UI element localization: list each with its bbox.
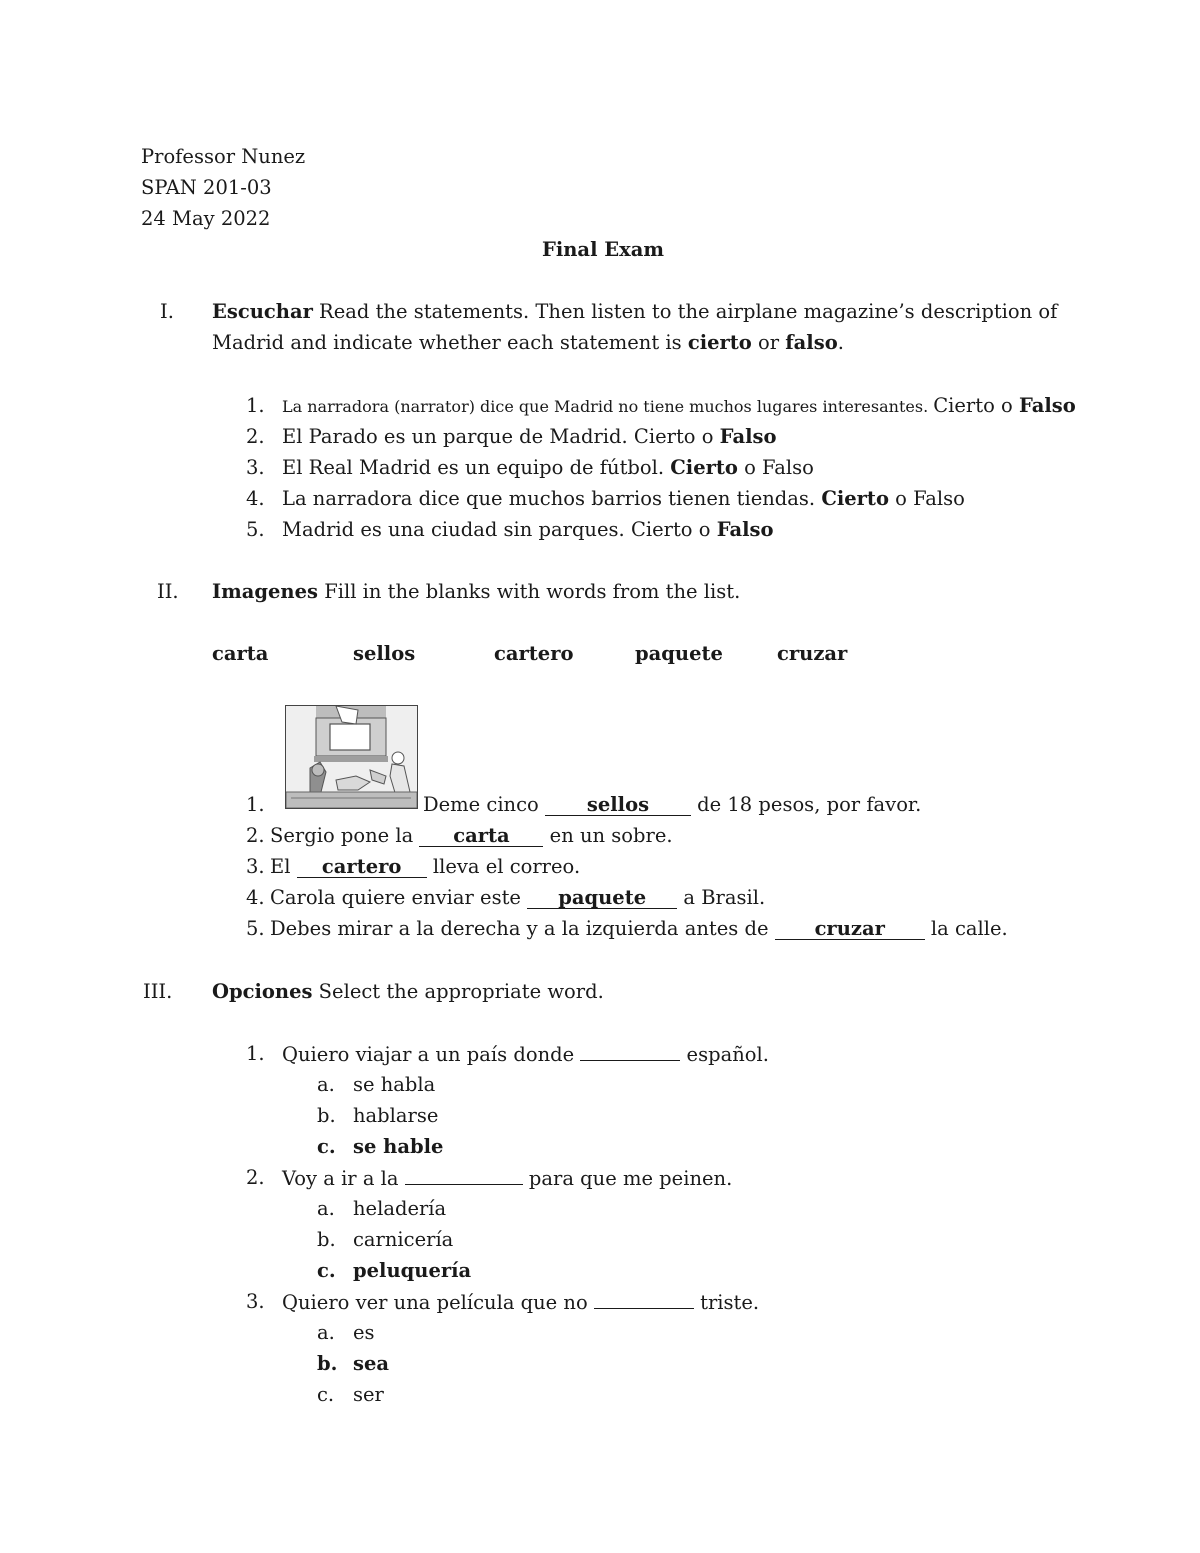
cierto-option: Cierto — [633, 425, 696, 448]
option-text: peluquería — [353, 1259, 472, 1282]
option-letter: a. — [317, 1073, 335, 1096]
cierto-option: Cierto — [630, 518, 693, 541]
fill-in-item — [270, 888, 765, 909]
page-title: Final Exam — [542, 238, 665, 261]
section-1-heading: Escuchar — [212, 300, 313, 323]
statement-text: Madrid es una ciudad sin parques. — [282, 518, 631, 541]
fill-in-text: en un sobre. — [543, 824, 673, 847]
option-letter: c. — [317, 1259, 336, 1282]
statement-number: 5. — [246, 518, 265, 541]
option-text: se hable — [353, 1135, 444, 1158]
question-number: 3. — [246, 1290, 265, 1313]
post-office-drawing — [286, 706, 417, 808]
fill-in-number: 4. — [246, 886, 265, 909]
option-letter: a. — [317, 1197, 335, 1220]
option-letter: c. — [317, 1383, 335, 1406]
statement-text: La narradora (narrator) dice que Madrid no tiene muchos lugares interesantes. — [282, 397, 934, 416]
fill-in-number: 5. — [246, 917, 265, 940]
section-2-heading: Imagenes — [212, 580, 318, 603]
fill-in-text: Sergio pone la — [270, 824, 420, 847]
fill-in-text: a Brasil. — [677, 886, 766, 909]
or-text: o — [994, 394, 1019, 417]
exam-date: 24 May 2022 — [141, 207, 271, 230]
fill-in-item — [270, 919, 1008, 940]
falso-option: Falso — [716, 518, 774, 541]
word-bank-item: sellos — [353, 642, 416, 665]
fill-in-text: Debes mirar a la derecha y a la izquierda antes de — [270, 917, 775, 940]
statement-item — [282, 489, 965, 509]
fill-in-text: lleva el correo. — [426, 855, 581, 878]
falso-option: Falso — [719, 425, 777, 448]
answer-blank: sellos — [545, 795, 691, 816]
statement-item — [282, 458, 814, 478]
answer-blank: carta — [419, 826, 543, 847]
statement-number: 4. — [246, 487, 265, 510]
or-text: o — [888, 487, 914, 510]
or-text: o — [737, 456, 763, 479]
statement-number: 3. — [246, 456, 265, 479]
fill-in-item — [270, 826, 673, 847]
statement-text: El Real Madrid es un equipo de fútbol. — [282, 456, 671, 479]
or-text: o — [692, 518, 717, 541]
option-text: ser — [353, 1383, 384, 1406]
question-before: Voy a ir a la — [282, 1167, 405, 1190]
option-letter: a. — [317, 1321, 335, 1344]
section-2-numeral: II. — [157, 580, 179, 603]
question-text — [282, 1292, 759, 1313]
option-text: hablarse — [353, 1104, 439, 1127]
question-after: para que me peinen. — [522, 1167, 733, 1190]
question-number: 1. — [246, 1042, 265, 1065]
word-bank-item: carta — [212, 642, 269, 665]
question-blank — [405, 1168, 523, 1185]
question-before: Quiero ver una película que no — [282, 1291, 594, 1314]
course-code: SPAN 201-03 — [141, 176, 272, 199]
section-1-numeral: I. — [160, 300, 174, 323]
fill-in-text: El — [270, 855, 297, 878]
question-text — [282, 1168, 732, 1189]
question-number: 2. — [246, 1166, 265, 1189]
cierto-option: Cierto — [670, 456, 738, 479]
fill-in-text: Carola quiere enviar este — [270, 886, 528, 909]
falso-option: Falso — [762, 456, 814, 479]
section-1-instructions-line2: Madrid and indicate whether each statement is cierto or falso. — [212, 331, 844, 354]
question-blank — [594, 1292, 694, 1309]
section-3-instructions: Opciones Select the appropriate word. — [212, 980, 604, 1003]
section-2-instructions: Imagenes Fill in the blanks with words from the list. — [212, 580, 741, 603]
fill-in-item — [423, 795, 921, 816]
word-bank-item: cruzar — [777, 642, 848, 665]
question-after: español. — [680, 1043, 769, 1066]
answer-blank: cartero — [297, 857, 427, 878]
word-bank-item: cartero — [494, 642, 574, 665]
question-before: Quiero viajar a un país donde — [282, 1043, 581, 1066]
statement-number: 2. — [246, 425, 265, 448]
fill-in-text: la calle. — [924, 917, 1008, 940]
answer-blank: paquete — [527, 888, 677, 909]
fill-in-number: 1. — [246, 793, 265, 816]
option-letter: b. — [317, 1228, 336, 1251]
statement-number: 1. — [246, 394, 265, 417]
question-text — [282, 1044, 769, 1065]
word-bank-item: paquete — [635, 642, 723, 665]
question-after: triste. — [693, 1291, 760, 1314]
section-1-instructions: Escuchar Read the statements. Then listen to the airplane magazine’s description of — [212, 300, 1058, 323]
option-letter: b. — [317, 1104, 336, 1127]
answer-blank: cruzar — [775, 919, 925, 940]
statement-item — [282, 396, 1076, 416]
falso-option: Falso — [1018, 394, 1076, 417]
option-text: es — [353, 1321, 375, 1344]
option-text: carnicería — [353, 1228, 454, 1251]
question-blank — [580, 1044, 680, 1061]
fill-in-item — [270, 857, 580, 878]
section-3-numeral: III. — [143, 980, 173, 1003]
statement-text: La narradora dice que muchos barrios tienen tiendas. — [282, 487, 822, 510]
or-text: o — [695, 425, 720, 448]
fill-in-number: 2. — [246, 824, 265, 847]
falso-option: Falso — [913, 487, 965, 510]
fill-in-text: Deme cinco — [423, 793, 545, 816]
section-3-heading: Opciones — [212, 980, 313, 1003]
statement-item — [282, 427, 776, 447]
cierto-option: Cierto — [821, 487, 889, 510]
statement-text: El Parado es un parque de Madrid. — [282, 425, 634, 448]
cierto-option: Cierto — [933, 394, 995, 417]
fill-in-text: de 18 pesos, por favor. — [690, 793, 922, 816]
fill-in-number: 3. — [246, 855, 265, 878]
statement-item — [282, 520, 774, 540]
option-letter: b. — [317, 1352, 338, 1375]
professor-name: Professor Nunez — [141, 145, 306, 168]
option-text: heladería — [353, 1197, 447, 1220]
option-letter: c. — [317, 1135, 336, 1158]
option-text: se habla — [353, 1073, 436, 1096]
option-text: sea — [353, 1352, 390, 1375]
post-office-illustration — [285, 705, 418, 809]
